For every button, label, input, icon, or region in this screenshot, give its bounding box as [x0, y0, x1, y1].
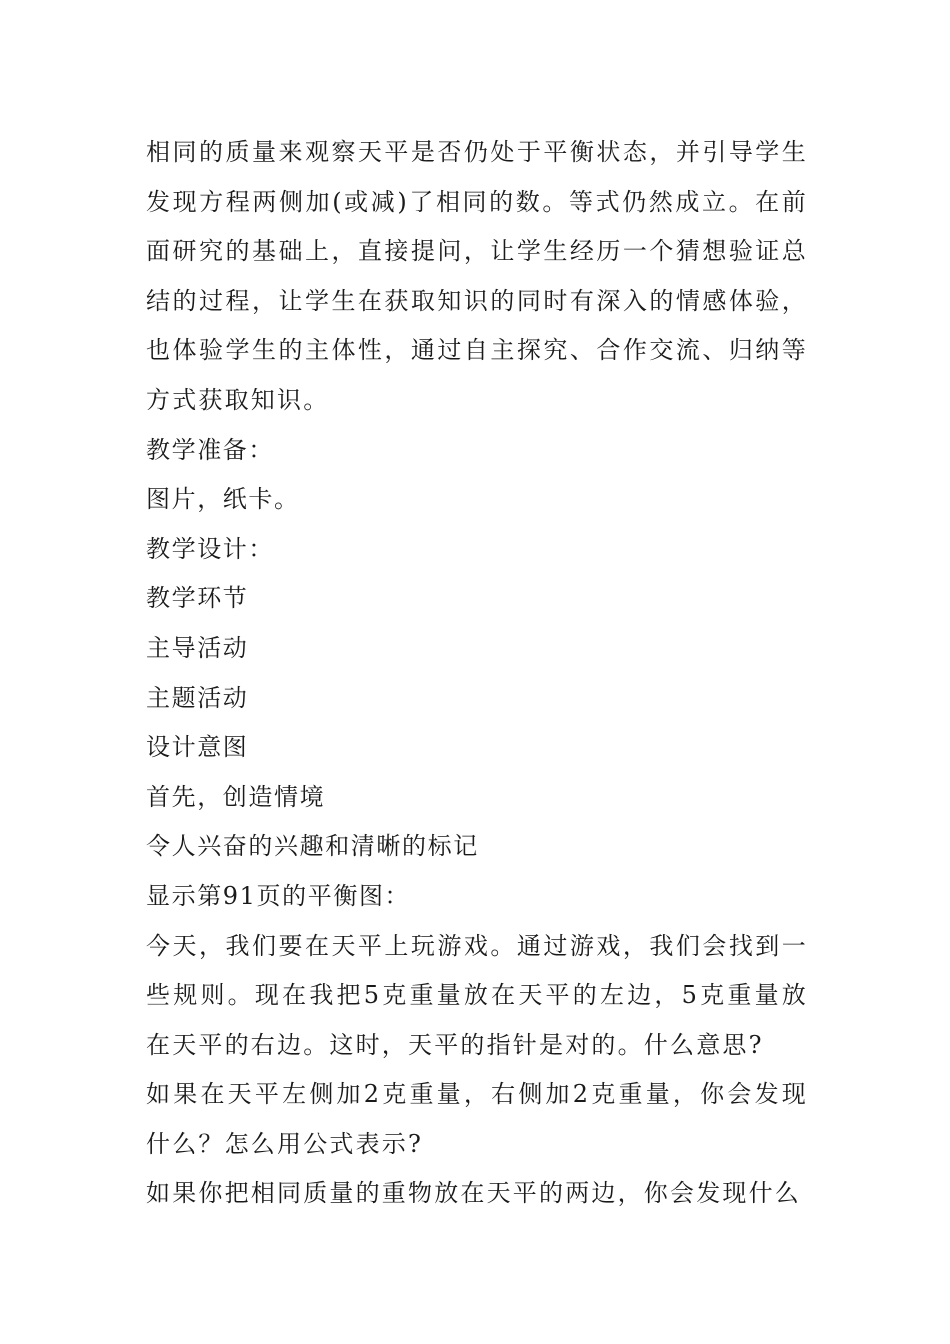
paragraph-intro: 相同的质量来观察天平是否仍处于平衡状态，并引导学生发现方程两侧加(或减)了相同的数。等式仍然成立。在前面研究的基础上，直接提问，让学生经历一个猜想验证总结的过程，让学生在获取知识的同时有深入的情感体验，也体验学生的主体性，通过自主探究、合作交流、归纳等方式获取知识。 — [146, 138, 808, 414]
paragraph-add-weight-question: 如果在天平左侧加2克重量，右侧加2克重量，你会发现什么？怎么用公式表示? — [146, 1080, 808, 1158]
heading-teaching-preparation: 教学准备： — [146, 435, 274, 464]
paragraph-same-mass-question: 如果你把相同质量的重物放在天平的两边，你会发现什么 — [146, 1179, 801, 1208]
document-page — [146, 128, 808, 1219]
text-design-intent: 设计意图 — [146, 733, 249, 762]
text-leading-activity: 主导活动 — [146, 633, 249, 662]
text-teaching-stage: 教学环节 — [146, 584, 249, 613]
text-first-create-situation: 首先，创造情境 — [146, 782, 326, 811]
paragraph-balance-game: 今天，我们要在天平上玩游戏。通过游戏，我们会找到一些规则。现在我把5克重量放在天平的左边，5克重量放在天平的右边。这时，天平的指针是对的。什么意思? — [146, 931, 808, 1059]
text-materials: 图片，纸卡。 — [146, 485, 300, 514]
heading-teaching-design: 教学设计： — [146, 534, 274, 563]
text-theme-activity: 主题活动 — [146, 683, 249, 712]
text-exciting-interest: 令人兴奋的兴趣和清晰的标记 — [146, 832, 479, 861]
text-show-balance-chart: 显示第91页的平衡图： — [146, 881, 411, 910]
